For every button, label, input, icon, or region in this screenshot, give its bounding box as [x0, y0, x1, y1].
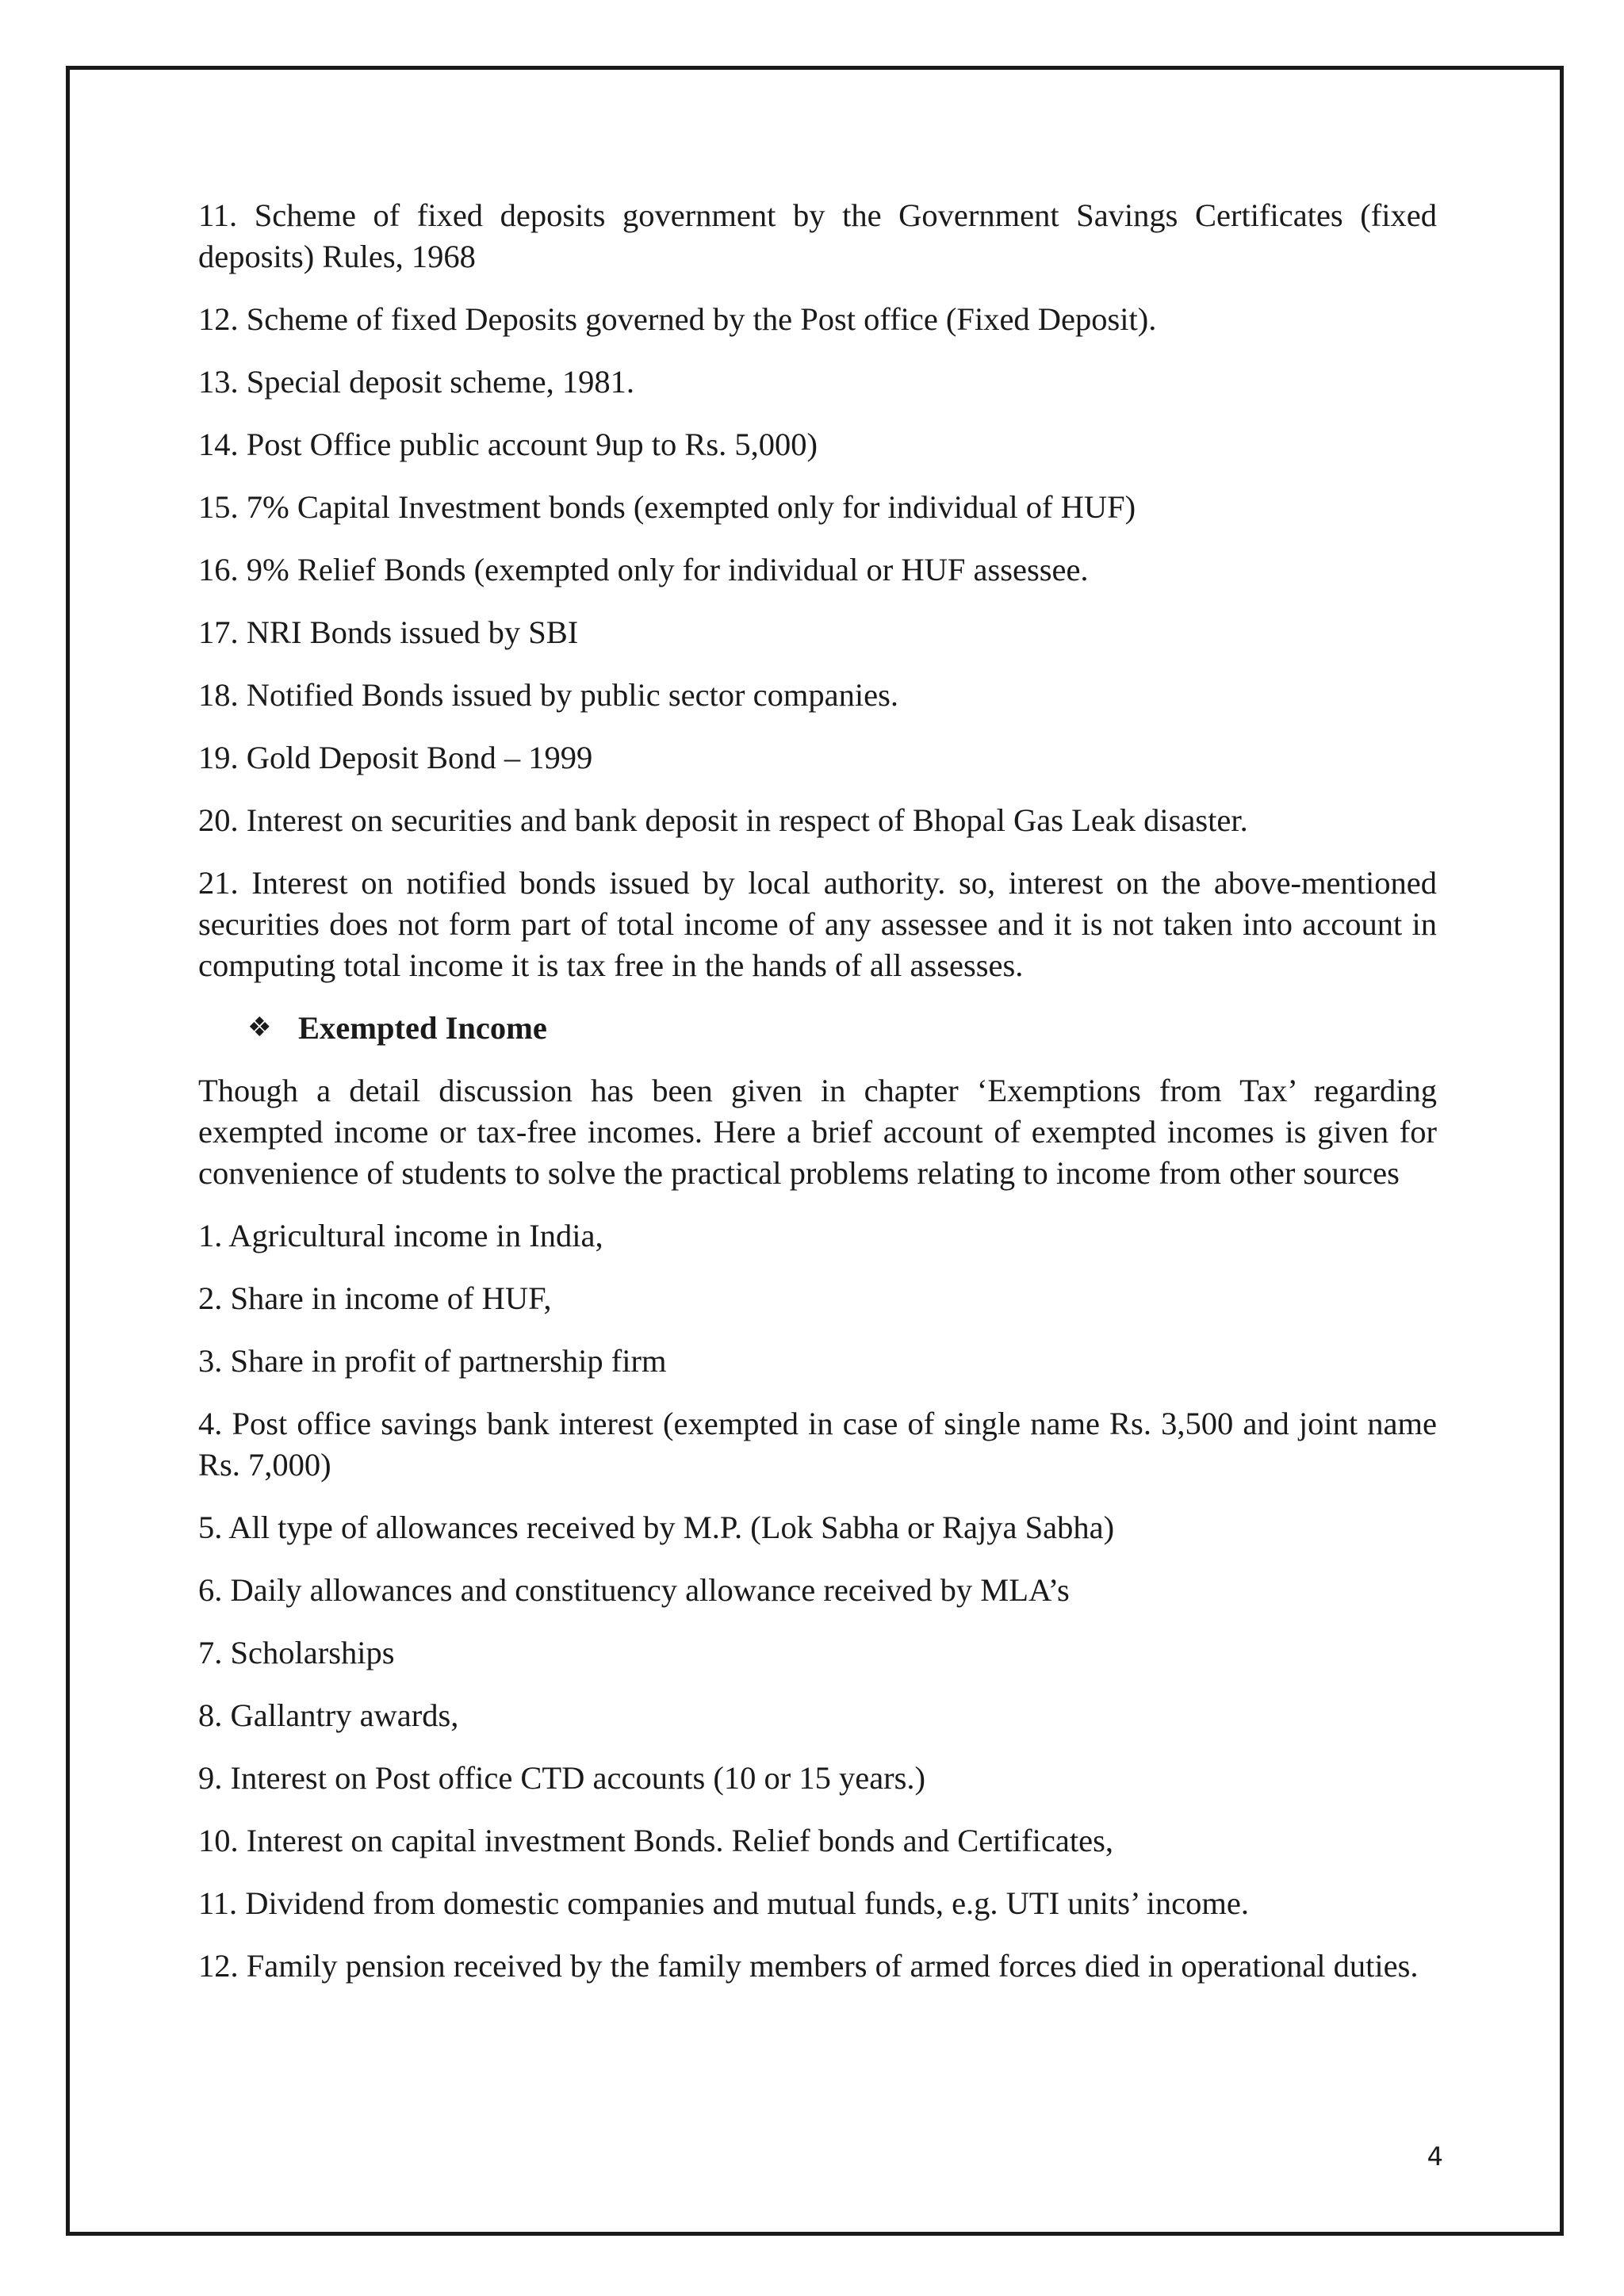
list-item: 14. Post Office public account 9up to Rs. 5,000): [198, 427, 818, 462]
diamond-bullet-icon: ❖: [247, 1013, 272, 1043]
list-item: 12. Family pension received by the family members of armed forces died in operational duties.: [198, 1948, 1419, 1984]
list-item: 16. 9% Relief Bonds (exempted only for individual or HUF assessee.: [198, 552, 1089, 587]
list-item: 5. All type of allowances received by M.P. (Lok Sabha or Rajya Sabha): [198, 1510, 1115, 1545]
list-item: 11. Dividend from domestic companies and mutual funds, e.g. UTI units’ income.: [198, 1885, 1249, 1921]
list-item: 15. 7% Capital Investment bonds (exempted only for individual of HUF): [198, 489, 1136, 525]
list-item: 3. Share in profit of partnership firm: [198, 1343, 667, 1379]
list-item: 17. NRI Bonds issued by SBI: [198, 614, 579, 650]
list-item: 12. Scheme of fixed Deposits governed by the Post office (Fixed Deposit).: [198, 301, 1157, 337]
list-item: 6. Daily allowances and constituency allowance received by MLA’s: [198, 1572, 1070, 1608]
document-body: [198, 195, 1437, 2008]
section-intro: Though a detail discussion has been given in chapter ‘Exemptions from Tax’ regarding exempted income or tax-free incomes. Here a brief account of exempted incomes is given for convenience of students to solve the practical problems relating to income from other sources: [198, 1073, 1437, 1191]
list-item: 10. Interest on capital investment Bonds. Relief bonds and Certificates,: [198, 1823, 1113, 1858]
list-item: 8. Gallantry awards,: [198, 1697, 459, 1733]
list-item: 2. Share in income of HUF,: [198, 1280, 552, 1316]
list-item: 1. Agricultural income in India,: [198, 1218, 603, 1253]
section-heading: [198, 1008, 1437, 1049]
list-item: 7. Scholarships: [198, 1635, 395, 1670]
list-item: 4. Post office savings bank interest (exempted in case of single name Rs. 3,500 and joint name Rs. 7,000): [198, 1406, 1437, 1483]
list-item: 9. Interest on Post office CTD accounts (10 or 15 years.): [198, 1760, 926, 1796]
list-item: 13. Special deposit scheme, 1981.: [198, 364, 635, 400]
list-item: 18. Notified Bonds issued by public sector companies.: [198, 677, 898, 713]
list-item: 21. Interest on notified bonds issued by local authority. so, interest on the above-mentioned securities does not form part of total income of any assessee and it is not taken into account in computing total income it is tax free in the hands of all assesses.: [198, 865, 1437, 983]
list-item: 11. Scheme of fixed deposits government by the Government Savings Certificates (fixed deposits) Rules, 1968: [198, 197, 1437, 274]
list-item: 20. Interest on securities and bank deposit in respect of Bhopal Gas Leak disaster.: [198, 802, 1248, 838]
section-title: Exempted Income: [298, 1010, 547, 1046]
page-number: 4: [1427, 2141, 1443, 2172]
list-item: 19. Gold Deposit Bond – 1999: [198, 740, 593, 775]
